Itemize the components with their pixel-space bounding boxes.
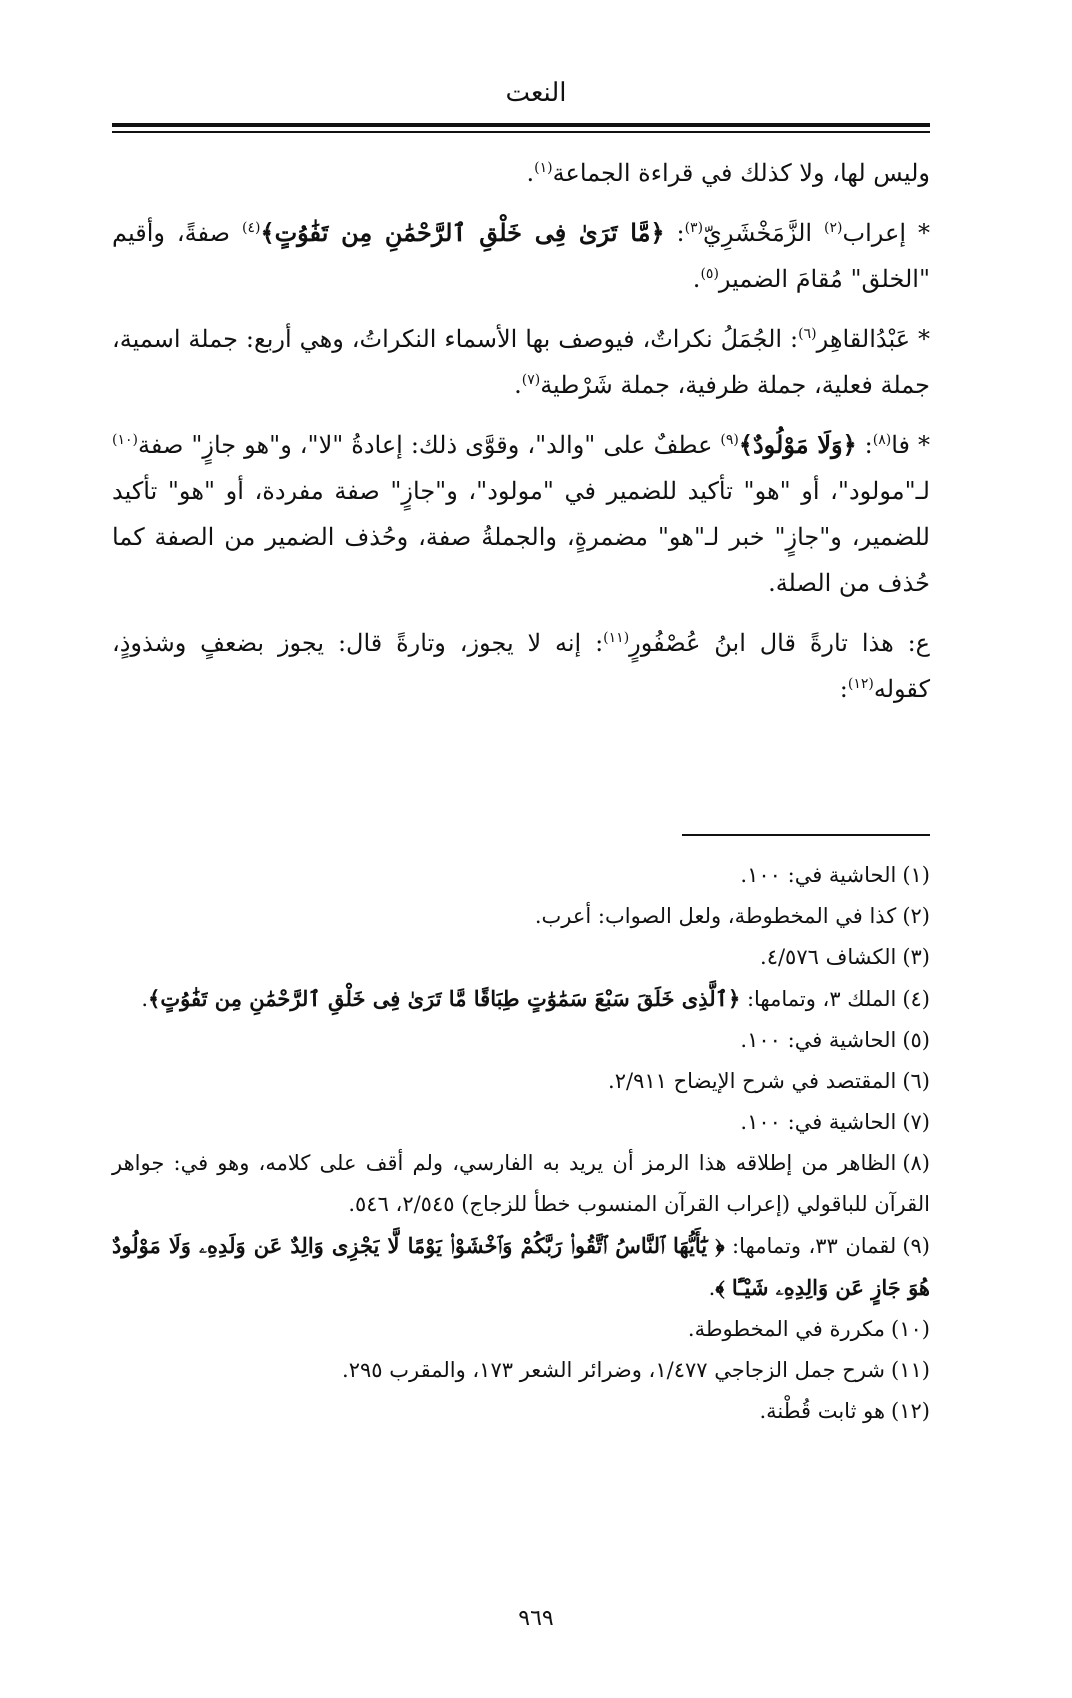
quran-quote: ﴿وَلَا مَوْلُودٌ﴾ [738,430,857,459]
paragraph-3: * عَبْدُالقاهِر$^{(٦)}$: الجُمَلُ نكراتٌ، فيوصف بها الأسماء النكراتُ، وهي أربع: جملة اسمية، جملة فعلية، جملة ظرفية، جملة شَرْطية$^{(٧)}$. [112,325,930,399]
quran-quote: ﴿ يَٰٓأَيُّهَا ٱلنَّاسُ ٱتَّقُوا۟ رَبَّكُمْ وَٱخْشَوْا۟ يَوْمًا لَّا يَجْزِى وَالِدٌ عَن وَلَدِهِۦ وَلَا مَوْلُودٌ هُوَ جَازٍ عَن وَالِدِهِۦ شَيْـًٔا ﴾ [112,1233,930,1300]
footnote: (١٢)هو ثابت قُطْنة. [759,1399,930,1423]
footnote: (٣)الكشاف ٤/٥٧٦. [760,945,930,969]
footnote-ref[interactable]: (١٠) [112,432,138,448]
footnote-ref[interactable]: (١) [534,160,553,176]
header-rule-thick [112,123,930,127]
footnote: (٢)كذا في المخطوطة، ولعل الصواب: أعرب. [534,904,930,928]
footnote-ref[interactable]: (٣) [684,220,704,236]
footnote: (٧)الحاشية في: ١٠٠. [740,1110,930,1134]
footnote: (١١)شرح جمل الزجاجي ١/٤٧٧، وضرائر الشعر ١٧٣، والمقرب ٢٩٥. [342,1358,930,1382]
footnote: (٤)الملك ٣، وتمامها: ﴿ٱلَّذِى خَلَقَ سَبْعَ سَمَٰوَٰتٍ طِبَاقًا مَّا تَرَىٰ فِى خَلْقِ ٱلرَّحْمَٰنِ مِن تَفَٰوُتٍ﴾. [141,986,930,1011]
quran-quote: ﴿مَّا تَرَىٰ فِى خَلْقِ ٱلرَّحْمَٰنِ مِن تَفَٰوُتٍ﴾ [260,218,665,247]
header-rule-thin [112,131,930,133]
paragraph-2: * إعراب$^{(٢)}$ الزَّمَخْشَرِيّ$^{(٣)}$: ﴿مَّا تَرَىٰ فِى خَلْقِ ٱلرَّحْمَٰنِ مِن تَفَٰوُتٍ﴾$^{(٤)}$ صفةً، وأقيم "الخلق" مُقامَ الضمير$^{(٥)}$. [112,218,930,293]
footnote: (٨)الظاهر من إطلاقه هذا الرمز أن يريد به الفارسي، ولم أقف على كلامه، وهو في: جواهر القرآن للباقولي (إعراب القرآن المنسوب خطأ للزجاج) ٢/٥٤٥، ٥٤٦. [112,1151,930,1216]
footnote-ref[interactable]: (٧) [521,372,541,388]
footnote: (١)الحاشية في: ١٠٠. [740,863,930,887]
paragraph-4: * فا$^{(٨)}$: ﴿وَلَا مَوْلُودٌ﴾$^{(٩)}$ عطفٌ على "والد"، وقوَّى ذلك: إعادةُ "لا"، و"هو جازٍ" صفة$^{(١٠)}$ لـ"مولود"، أو "هو" تأكيد للضمير في "مولود"، و"جازٍ" صفة مفردة، أو "هو" تأكيد للضمير، و"جازٍ" خبر لـ"هو" مضمرةٍ، والجملةُ صفة، وحُذف الضمير من الصفة كما حُذف من الصلة. [112,430,930,597]
footnote-ref[interactable]: (١٢) [847,676,874,692]
footnote: (٥)الحاشية في: ١٠٠. [740,1028,930,1052]
footnote-ref[interactable]: (٤) [242,220,261,236]
footnote-ref[interactable]: (١١) [603,630,630,646]
footnote: (٦)المقتصد في شرح الإيضاح ٢/٩١١. [608,1069,930,1093]
footnote: (٩)لقمان ٣٣، وتمامها: ﴿ يَٰٓأَيُّهَا ٱلنَّاسُ ٱتَّقُوا۟ رَبَّكُمْ وَٱخْشَوْا۟ يَوْمًا لَّا يَجْزِى وَالِدٌ عَن وَلَدِهِۦ وَلَا مَوْلُودٌ هُوَ جَازٍ عَن وَالِدِهِۦ شَيْـًٔا ﴾. [112,1233,930,1300]
quran-quote: ﴿ٱلَّذِى خَلَقَ سَبْعَ سَمَٰوَٰتٍ طِبَاقًا مَّا تَرَىٰ فِى خَلْقِ ٱلرَّحْمَٰنِ مِن تَفَٰوُتٍ﴾ [148,986,741,1011]
footnote-ref[interactable]: (٩) [720,432,739,448]
main-text [112,150,930,726]
footnote-ref[interactable]: (٨) [872,432,892,448]
footnote-separator [682,834,930,836]
footnote-ref[interactable]: (٥) [700,266,719,282]
page-number: ٩٦٩ [518,1606,554,1631]
running-header: النعت [505,78,567,108]
footnotes [112,855,930,1432]
paragraph-1: وليس لها، ولا كذلك في قراءة الجماعة$^{(١)}$. [526,159,930,187]
paragraph-5: ع: هذا تارةً قال ابنُ عُصْفُورٍ$^{(١١)}$: إنه لا يجوز، وتارةً قال: يجوز بضعفٍ وشذوذٍ، كقوله$^{(١٢)}$: [112,629,931,703]
footnote-ref[interactable]: (٢) [824,220,843,236]
footnote-ref[interactable]: (٦) [798,326,817,342]
footnote: (١٠)مكررة في المخطوطة. [687,1317,930,1341]
